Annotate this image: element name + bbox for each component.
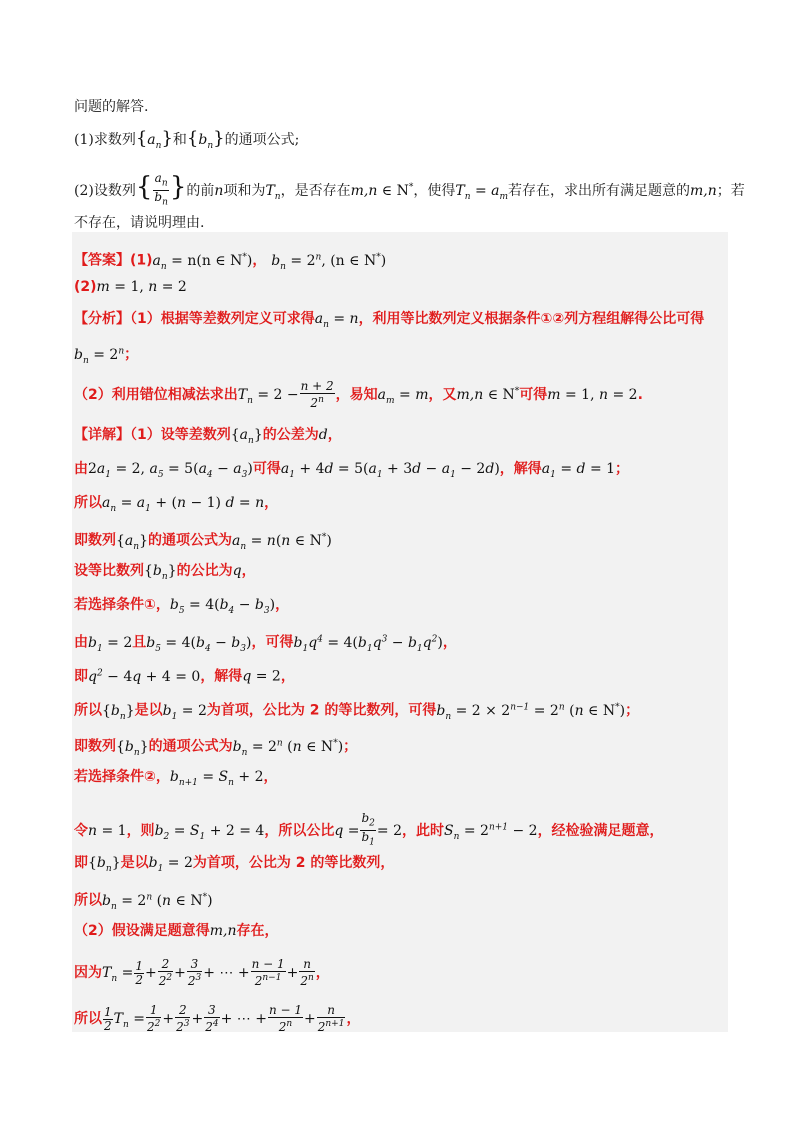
answer-line-1: 【答案】$(1)a_n = n(n$ ∈ N*)， $b_n = 2^n$, (n ∈ N*) xyxy=(74,252,387,272)
detail-line-11: 若选择条件②，$b_{n+1} = S_n + 2$， xyxy=(74,769,278,788)
detail-line-8: 即$q^2 - 4q + 4 = 0$，解得q = 2， xyxy=(74,668,295,685)
detail-line-1: 【详解】（1）设等差数列$\{a_n\}$的公差为d， xyxy=(74,427,342,446)
detail-line-17: 所以 $\frac{1}{2}$ $T_n$ = $\frac{1}{2^2}$ + $\frac{2}{2^3}$ + $\frac{3}{2^4}$ + ⋯ + $\frac{n - 1}{2^n}$ + $\frac{n}{2^{n+1}}$ ， xyxy=(74,1003,361,1034)
question-part1: (1)求数列$\{a_n\}$和$\{b_n\}$的通项公式; xyxy=(74,128,300,151)
answer-line-2: (2)m = 1, n = 2 xyxy=(74,279,187,295)
detail-line-14: 所以$b_n = 2^n$ (n ∈ N*) xyxy=(74,892,213,912)
question-part2-line2: 不存在，请说明理由. xyxy=(74,215,205,231)
question-intro: 问题的解答. xyxy=(74,99,149,115)
detail-line-12: 令n = 1，则$b_2 = S_1 + 2 = 4$，所以公比q = $\frac{b_2}{b_1}$ = 2，此时$S_n = 2^{n+1} - 2$，经检验满足题意， xyxy=(74,811,664,848)
detail-line-5: 设等比数列$\{b_n\}$的公比为q， xyxy=(74,563,256,582)
detail-line-10: 即数列$\{b_n\}$的通项公式为$b_n = 2^n$ (n ∈ N*)； xyxy=(74,738,358,758)
analysis-line-1: 【分析】（1）根据等差数列定义可求得$a_n = n$，利用等比数列定义根据条件①②列方程组解得公比可得 xyxy=(74,311,705,330)
analysis-line-2: $b_n = 2^n$； xyxy=(74,346,139,366)
detail-line-16: 因为$T_n$ = $\frac{1}{2}$ + $\frac{2}{2^2}$ + $\frac{3}{2^3}$ + ⋯ + $\frac{n - 1}{2^{n-1}}$ + $\frac{n}{2^n}$ ， xyxy=(74,957,330,988)
detail-line-9: 所以$\{b_n\}$是以$b_1 = 2$为首项，公比为 2 的等比数列，可得$b_n = 2 \times 2^{n-1} = 2^n$ (n ∈ N*)； xyxy=(74,702,640,722)
analysis-line-3: （2）利用错位相减法求出$T_n = 2$ − $\frac{n + 2}{2^n}$ ，易知$a_m = m$，又m,n ∈ N*可得m = 1, n = 2. xyxy=(74,379,643,410)
detail-line-3: 所以$a_n = a_1 + (n - 1) d = n$， xyxy=(74,495,279,514)
detail-line-6: 若选择条件①，$b_5 = 4(b_4 - b_3)$， xyxy=(74,597,290,616)
detail-line-13: 即$\{b_n\}$是以$b_1 = 2$为首项，公比为 2 的等比数列， xyxy=(74,855,395,874)
detail-line-4: 即数列$\{a_n\}$的通项公式为$a_n = n(n$ ∈ N*) xyxy=(74,532,332,552)
detail-line-15: （2）假设满足题意得m,n存在， xyxy=(74,923,279,939)
question-part2: (2)设数列{ $\frac{a_n}{b_n}$ }的前n项和为$T_n$，是否存在m,n ∈ N*，使得$T_n = a_m$若存在，求出所有满足题意的m,n；若 xyxy=(74,171,745,208)
detail-line-2: 由$2a_1 = 2$, $a_5 = 5(a_4 - a_3)$可得$a_1 + 4d = 5(a_1 + 3d - a_1 - 2d)$，解得$a_1 = d = 1$； xyxy=(74,461,630,480)
detail-line-7: 由$b_1 = 2$且$b_5 = 4(b_4 - b_3)$，可得$b_1q^4 = 4(b_1q^3 - b_1q^2)$， xyxy=(74,634,457,654)
